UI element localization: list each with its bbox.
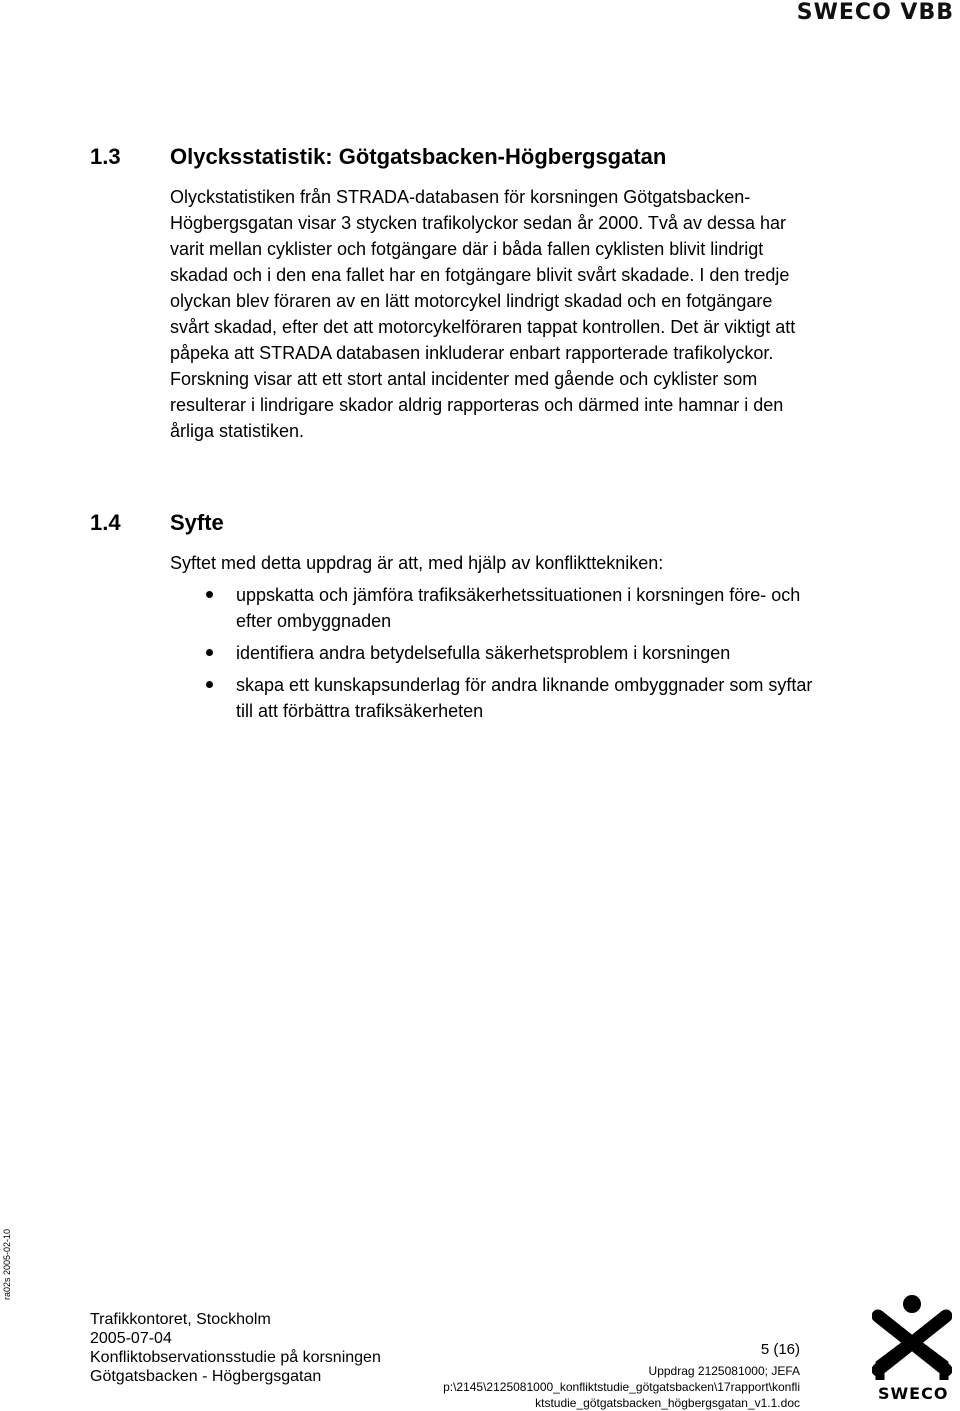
bullet-icon	[206, 591, 213, 598]
list-item-text: uppskatta och jämföra trafiksäkerhetssituationen i korsningen före- och efter ombyggnaden	[236, 585, 801, 631]
purpose-bullet-list	[170, 582, 820, 730]
side-stamp: ra02s 2005-02-10	[2, 1228, 12, 1300]
footer-file-name: ktstudie_götgatsbacken_högbergsgatan_v1.1.doc	[535, 1396, 800, 1410]
list-item	[170, 640, 820, 666]
footer-right	[443, 1363, 800, 1411]
bullet-icon	[206, 649, 213, 656]
footer-assignment: Uppdrag 2125081000; JEFA	[648, 1364, 800, 1378]
footer-report-title: Konfliktobservationsstudie på korsningen	[90, 1349, 381, 1366]
list-item-text: identifiera andra betydelsefulla säkerhetsproblem i korsningen	[236, 643, 731, 663]
section-1-4-intro: Syftet med detta uppdrag är att, med hjälp av konflikttekniken:	[170, 553, 664, 573]
footer-date: 2005-07-04	[90, 1330, 172, 1347]
list-item	[170, 672, 820, 724]
section-1-4-number: 1.4	[90, 510, 121, 535]
footer-report-subtitle: Götgatsbacken - Högbergsgatan	[90, 1368, 322, 1385]
page-number: 5 (16)	[760, 1341, 800, 1358]
section-1-4-title: Syfte	[170, 510, 224, 535]
footer-file-path: p:\2145\2125081000_konfliktstudie_götgatsbacken\17rapport\konfli	[443, 1380, 800, 1394]
list-item-text: skapa ett kunskapsunderlag för andra liknande ombyggnader som syftar till att förbättra trafiksäkerheten	[236, 675, 813, 721]
bullet-icon	[206, 681, 213, 688]
footer-left	[90, 1310, 381, 1386]
list-item	[170, 582, 820, 634]
section-1-3-number: 1.3	[90, 144, 121, 169]
section-1-3-title: Olycksstatistik: Götgatsbacken-Högbergsgatan	[170, 144, 667, 169]
footer-logo-text: SWECO	[878, 1384, 949, 1403]
section-1-3-paragraph: Olyckstatistiken från STRADA-databasen för korsningen Götgatsbacken-Högbergsgatan visar 3 stycken trafikolyckor sedan år 2000. Två av dessa har varit mellan cyklister och fotgängare där i båda fallen cyklisten blivit lindrigt skadad och i den ena fallet har en fotgängare blivit svårt skadade. I den tredje olyckan blev föraren av en lätt motorcykel lindrigt skadad och en fotgängare svårt skadad, efter det att motorcykelföraren tappat kontrollen. Det är viktigt att påpeka att STRADA databasen inkluderar enbart rapporterade trafikolyckor. Forskning visar att ett stort antal incidenter med gående och cyklister som resulterar i lindrigare skador aldrig rapporteras och därmed inte hamnar i den årliga statistiken.	[170, 187, 796, 441]
footer-client: Trafikkontoret, Stockholm	[90, 1311, 271, 1328]
header-brand-logo: SWECO VBB	[796, 0, 954, 25]
